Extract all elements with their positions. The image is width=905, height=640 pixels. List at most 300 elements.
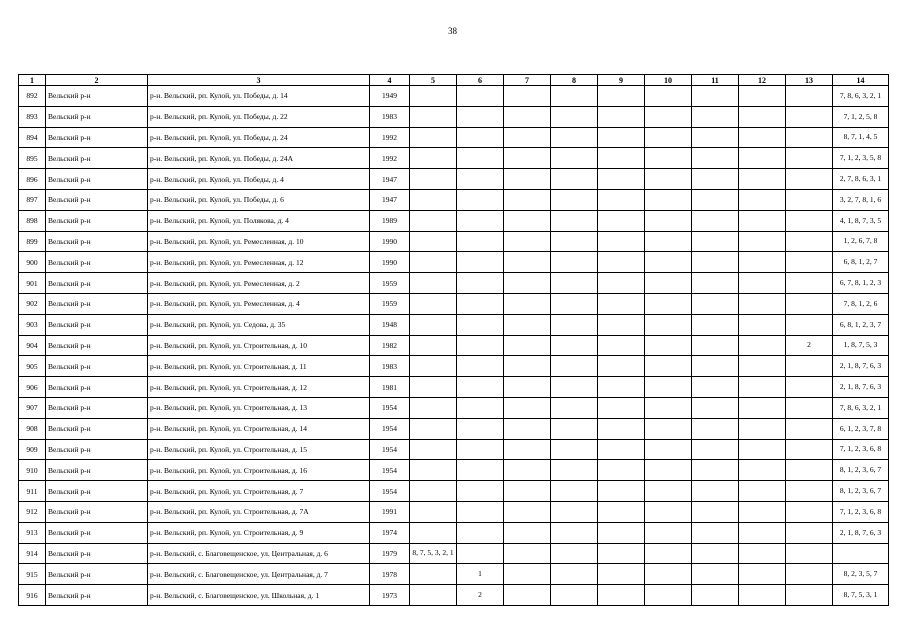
year-cell: 1954 xyxy=(370,439,410,460)
column-header: 5 xyxy=(410,75,457,86)
col10-cell xyxy=(645,210,692,231)
col12-cell xyxy=(739,543,786,564)
col12-cell xyxy=(739,314,786,335)
col6-cell xyxy=(457,501,504,522)
table-row xyxy=(19,564,889,585)
col5-cell xyxy=(410,356,457,377)
col13-cell xyxy=(786,231,833,252)
district-cell: Вельский р-н xyxy=(46,127,148,148)
col14-cell: 2, 1, 8, 7, 6, 3 xyxy=(833,522,889,543)
col5-cell xyxy=(410,460,457,481)
col14-cell: 7, 8, 6, 3, 2, 1 xyxy=(833,86,889,107)
year-cell: 1959 xyxy=(370,273,410,294)
row-number-cell: 912 xyxy=(19,501,46,522)
col9-cell xyxy=(598,169,645,190)
col12-cell xyxy=(739,293,786,314)
col10-cell xyxy=(645,293,692,314)
table-row xyxy=(19,501,889,522)
row-number-cell: 907 xyxy=(19,397,46,418)
col5-cell xyxy=(410,585,457,606)
table-row xyxy=(19,169,889,190)
table-row xyxy=(19,522,889,543)
col12-cell xyxy=(739,585,786,606)
table-row xyxy=(19,418,889,439)
col13-cell xyxy=(786,377,833,398)
col6-cell xyxy=(457,460,504,481)
district-cell: Вельский р-н xyxy=(46,169,148,190)
col9-cell xyxy=(598,231,645,252)
district-cell: Вельский р-н xyxy=(46,148,148,169)
district-cell: Вельский р-н xyxy=(46,210,148,231)
page-number: 38 xyxy=(448,26,457,36)
col12-cell xyxy=(739,335,786,356)
col5-cell xyxy=(410,501,457,522)
district-cell: Вельский р-н xyxy=(46,335,148,356)
row-number-cell: 901 xyxy=(19,273,46,294)
header-row xyxy=(19,75,889,86)
col5-cell xyxy=(410,418,457,439)
col8-cell xyxy=(551,127,598,148)
col13-cell xyxy=(786,210,833,231)
address-cell: р-н. Вельский, рп. Кулой, ул. Строительная, д. 12 xyxy=(148,377,370,398)
col8-cell xyxy=(551,522,598,543)
district-cell: Вельский р-н xyxy=(46,501,148,522)
col9-cell xyxy=(598,252,645,273)
col5-cell xyxy=(410,86,457,107)
col6-cell xyxy=(457,86,504,107)
col6-cell xyxy=(457,148,504,169)
col11-cell xyxy=(692,481,739,502)
district-cell: Вельский р-н xyxy=(46,106,148,127)
col8-cell xyxy=(551,356,598,377)
district-cell: Вельский р-н xyxy=(46,252,148,273)
col10-cell xyxy=(645,252,692,273)
row-number-cell: 902 xyxy=(19,293,46,314)
col9-cell xyxy=(598,106,645,127)
col14-cell: 7, 1, 2, 5, 8 xyxy=(833,106,889,127)
col8-cell xyxy=(551,106,598,127)
col9-cell xyxy=(598,210,645,231)
table-body xyxy=(19,86,889,606)
col12-cell xyxy=(739,418,786,439)
row-number-cell: 913 xyxy=(19,522,46,543)
col9-cell xyxy=(598,127,645,148)
col7-cell xyxy=(504,397,551,418)
col8-cell xyxy=(551,169,598,190)
col13-cell xyxy=(786,127,833,148)
table-row xyxy=(19,86,889,107)
year-cell: 1947 xyxy=(370,189,410,210)
col14-cell: 6, 8, 1, 2, 7 xyxy=(833,252,889,273)
col12-cell xyxy=(739,210,786,231)
col14-cell: 1, 8, 7, 5, 3 xyxy=(833,335,889,356)
col12-cell xyxy=(739,86,786,107)
col9-cell xyxy=(598,418,645,439)
col5-cell xyxy=(410,252,457,273)
district-cell: Вельский р-н xyxy=(46,564,148,585)
col5-cell xyxy=(410,397,457,418)
col7-cell xyxy=(504,564,551,585)
column-header: 14 xyxy=(833,75,889,86)
column-header: 9 xyxy=(598,75,645,86)
year-cell: 1954 xyxy=(370,460,410,481)
col10-cell xyxy=(645,314,692,335)
col9-cell xyxy=(598,293,645,314)
col7-cell xyxy=(504,585,551,606)
col9-cell xyxy=(598,377,645,398)
col14-cell xyxy=(833,543,889,564)
column-header: 12 xyxy=(739,75,786,86)
col10-cell xyxy=(645,418,692,439)
row-number-cell: 900 xyxy=(19,252,46,273)
col7-cell xyxy=(504,189,551,210)
col13-cell xyxy=(786,169,833,190)
district-cell: Вельский р-н xyxy=(46,522,148,543)
district-cell: Вельский р-н xyxy=(46,377,148,398)
col8-cell xyxy=(551,210,598,231)
col13-cell xyxy=(786,460,833,481)
col5-cell xyxy=(410,522,457,543)
row-number-cell: 898 xyxy=(19,210,46,231)
col9-cell xyxy=(598,314,645,335)
col7-cell xyxy=(504,169,551,190)
row-number-cell: 893 xyxy=(19,106,46,127)
district-cell: Вельский р-н xyxy=(46,481,148,502)
table-row xyxy=(19,377,889,398)
col14-cell: 3, 2, 7, 8, 1, 6 xyxy=(833,189,889,210)
address-cell: р-н. Вельский, рп. Кулой, ул. Строительная, д. 10 xyxy=(148,335,370,356)
col7-cell xyxy=(504,148,551,169)
col12-cell xyxy=(739,189,786,210)
district-cell: Вельский р-н xyxy=(46,293,148,314)
col9-cell xyxy=(598,356,645,377)
col13-cell xyxy=(786,522,833,543)
district-cell: Вельский р-н xyxy=(46,231,148,252)
col5-cell xyxy=(410,273,457,294)
col13-cell xyxy=(786,189,833,210)
col5-cell xyxy=(410,293,457,314)
col8-cell xyxy=(551,481,598,502)
col6-cell xyxy=(457,106,504,127)
col8-cell xyxy=(551,293,598,314)
col14-cell: 2, 1, 8, 7, 6, 3 xyxy=(833,377,889,398)
year-cell: 1947 xyxy=(370,169,410,190)
address-cell: р-н. Вельский, с. Благовещенское, ул. Центральная, д. 7 xyxy=(148,564,370,585)
row-number-cell: 916 xyxy=(19,585,46,606)
col7-cell xyxy=(504,273,551,294)
col8-cell xyxy=(551,585,598,606)
col9-cell xyxy=(598,397,645,418)
col10-cell xyxy=(645,377,692,398)
col10-cell xyxy=(645,106,692,127)
col12-cell xyxy=(739,397,786,418)
column-header: 1 xyxy=(19,75,46,86)
col5-cell xyxy=(410,169,457,190)
col8-cell xyxy=(551,564,598,585)
year-cell: 1954 xyxy=(370,481,410,502)
col6-cell xyxy=(457,439,504,460)
col8-cell xyxy=(551,189,598,210)
col13-cell xyxy=(786,356,833,377)
col10-cell xyxy=(645,397,692,418)
year-cell: 1990 xyxy=(370,231,410,252)
col14-cell: 8, 7, 1, 4, 5 xyxy=(833,127,889,148)
year-cell: 1983 xyxy=(370,106,410,127)
address-cell: р-н. Вельский, рп. Кулой, ул. Строительная, д. 14 xyxy=(148,418,370,439)
col10-cell xyxy=(645,231,692,252)
row-number-cell: 914 xyxy=(19,543,46,564)
year-cell: 1979 xyxy=(370,543,410,564)
col9-cell xyxy=(598,86,645,107)
col13-cell xyxy=(786,543,833,564)
col7-cell xyxy=(504,106,551,127)
district-cell: Вельский р-н xyxy=(46,86,148,107)
col5-cell xyxy=(410,189,457,210)
col9-cell xyxy=(598,439,645,460)
column-header: 13 xyxy=(786,75,833,86)
col8-cell xyxy=(551,314,598,335)
column-header: 4 xyxy=(370,75,410,86)
col11-cell xyxy=(692,543,739,564)
col9-cell xyxy=(598,335,645,356)
col10-cell xyxy=(645,522,692,543)
col5-cell xyxy=(410,314,457,335)
row-number-cell: 906 xyxy=(19,377,46,398)
table-row xyxy=(19,189,889,210)
col8-cell xyxy=(551,335,598,356)
col11-cell xyxy=(692,314,739,335)
col13-cell xyxy=(786,148,833,169)
col6-cell xyxy=(457,522,504,543)
year-cell: 1949 xyxy=(370,86,410,107)
col13-cell xyxy=(786,501,833,522)
address-cell: р-н. Вельский, рп. Кулой, ул. Полякова, д. 4 xyxy=(148,210,370,231)
col11-cell xyxy=(692,127,739,148)
col11-cell xyxy=(692,189,739,210)
col12-cell xyxy=(739,439,786,460)
row-number-cell: 892 xyxy=(19,86,46,107)
year-cell: 1959 xyxy=(370,293,410,314)
col7-cell xyxy=(504,377,551,398)
table-row xyxy=(19,397,889,418)
col14-cell: 8, 1, 2, 3, 6, 7 xyxy=(833,460,889,481)
col7-cell xyxy=(504,460,551,481)
year-cell: 1978 xyxy=(370,564,410,585)
year-cell: 1954 xyxy=(370,418,410,439)
col12-cell xyxy=(739,460,786,481)
row-number-cell: 909 xyxy=(19,439,46,460)
address-cell: р-н. Вельский, рп. Кулой, ул. Строительная, д. 7А xyxy=(148,501,370,522)
col9-cell xyxy=(598,148,645,169)
address-cell: р-н. Вельский, рп. Кулой, ул. Строительная, д. 7 xyxy=(148,481,370,502)
col13-cell xyxy=(786,397,833,418)
address-cell: р-н. Вельский, рп. Кулой, ул. Победы, д. 22 xyxy=(148,106,370,127)
col6-cell xyxy=(457,252,504,273)
col7-cell xyxy=(504,356,551,377)
col14-cell: 8, 7, 5, 3, 1 xyxy=(833,585,889,606)
col6-cell xyxy=(457,169,504,190)
col11-cell xyxy=(692,210,739,231)
col10-cell xyxy=(645,356,692,377)
col6-cell xyxy=(457,335,504,356)
col13-cell xyxy=(786,585,833,606)
col8-cell xyxy=(551,231,598,252)
col6-cell xyxy=(457,314,504,335)
col11-cell xyxy=(692,501,739,522)
table-row xyxy=(19,127,889,148)
col9-cell xyxy=(598,189,645,210)
col5-cell xyxy=(410,148,457,169)
col12-cell xyxy=(739,252,786,273)
col8-cell xyxy=(551,273,598,294)
col14-cell: 6, 1, 2, 3, 7, 8 xyxy=(833,418,889,439)
col13-cell xyxy=(786,273,833,294)
year-cell: 1973 xyxy=(370,585,410,606)
address-cell: р-н. Вельский, рп. Кулой, ул. Строительная, д. 15 xyxy=(148,439,370,460)
col9-cell xyxy=(598,543,645,564)
col13-cell xyxy=(786,564,833,585)
col11-cell xyxy=(692,293,739,314)
table-row xyxy=(19,543,889,564)
col11-cell xyxy=(692,460,739,481)
col10-cell xyxy=(645,439,692,460)
col5-cell xyxy=(410,335,457,356)
address-cell: р-н. Вельский, рп. Кулой, ул. Седова, д. 35 xyxy=(148,314,370,335)
col7-cell xyxy=(504,86,551,107)
row-number-cell: 910 xyxy=(19,460,46,481)
district-cell: Вельский р-н xyxy=(46,418,148,439)
col6-cell xyxy=(457,397,504,418)
district-cell: Вельский р-н xyxy=(46,439,148,460)
col14-cell: 8, 1, 2, 3, 6, 7 xyxy=(833,481,889,502)
address-cell: р-н. Вельский, рп. Кулой, ул. Ремесленная, д. 2 xyxy=(148,273,370,294)
table-row xyxy=(19,148,889,169)
col13-cell xyxy=(786,314,833,335)
year-cell: 1990 xyxy=(370,252,410,273)
col9-cell xyxy=(598,585,645,606)
col7-cell xyxy=(504,543,551,564)
col11-cell xyxy=(692,522,739,543)
col6-cell xyxy=(457,356,504,377)
col13-cell xyxy=(786,418,833,439)
col7-cell xyxy=(504,293,551,314)
col9-cell xyxy=(598,481,645,502)
table-row xyxy=(19,314,889,335)
col8-cell xyxy=(551,460,598,481)
col13-cell xyxy=(786,106,833,127)
col8-cell xyxy=(551,252,598,273)
column-header: 3 xyxy=(148,75,370,86)
col7-cell xyxy=(504,252,551,273)
col11-cell xyxy=(692,397,739,418)
district-cell: Вельский р-н xyxy=(46,543,148,564)
column-header: 2 xyxy=(46,75,148,86)
col8-cell xyxy=(551,439,598,460)
row-number-cell: 895 xyxy=(19,148,46,169)
year-cell: 1954 xyxy=(370,397,410,418)
col12-cell xyxy=(739,564,786,585)
col8-cell xyxy=(551,418,598,439)
table-row xyxy=(19,273,889,294)
col12-cell xyxy=(739,356,786,377)
year-cell: 1992 xyxy=(370,148,410,169)
col5-cell xyxy=(410,439,457,460)
col11-cell xyxy=(692,148,739,169)
col14-cell: 7, 8, 1, 2, 6 xyxy=(833,293,889,314)
col11-cell xyxy=(692,169,739,190)
district-cell: Вельский р-н xyxy=(46,189,148,210)
district-cell: Вельский р-н xyxy=(46,585,148,606)
col6-cell xyxy=(457,293,504,314)
col12-cell xyxy=(739,377,786,398)
row-number-cell: 905 xyxy=(19,356,46,377)
address-cell: р-н. Вельский, рп. Кулой, ул. Строительная, д. 16 xyxy=(148,460,370,481)
col10-cell xyxy=(645,460,692,481)
col8-cell xyxy=(551,397,598,418)
col12-cell xyxy=(739,106,786,127)
col12-cell xyxy=(739,501,786,522)
col7-cell xyxy=(504,210,551,231)
col11-cell xyxy=(692,418,739,439)
column-header: 6 xyxy=(457,75,504,86)
col6-cell xyxy=(457,189,504,210)
col12-cell xyxy=(739,273,786,294)
col14-cell: 2, 7, 8, 6, 3, 1 xyxy=(833,169,889,190)
col8-cell xyxy=(551,543,598,564)
year-cell: 1982 xyxy=(370,335,410,356)
col9-cell xyxy=(598,522,645,543)
col10-cell xyxy=(645,169,692,190)
col14-cell: 6, 8, 1, 2, 3, 7 xyxy=(833,314,889,335)
col11-cell xyxy=(692,252,739,273)
col11-cell xyxy=(692,585,739,606)
row-number-cell: 894 xyxy=(19,127,46,148)
table-row xyxy=(19,439,889,460)
table-row xyxy=(19,231,889,252)
col10-cell xyxy=(645,189,692,210)
col5-cell xyxy=(410,127,457,148)
table-row xyxy=(19,481,889,502)
col13-cell xyxy=(786,293,833,314)
col14-cell: 2, 1, 8, 7, 6, 3 xyxy=(833,356,889,377)
col6-cell xyxy=(457,377,504,398)
col13-cell xyxy=(786,252,833,273)
col14-cell: 4, 1, 8, 7, 3, 5 xyxy=(833,210,889,231)
col14-cell: 7, 1, 2, 3, 6, 8 xyxy=(833,501,889,522)
col10-cell xyxy=(645,148,692,169)
col14-cell: 7, 1, 2, 3, 6, 8 xyxy=(833,439,889,460)
col7-cell xyxy=(504,481,551,502)
row-number-cell: 897 xyxy=(19,189,46,210)
col13-cell xyxy=(786,439,833,460)
col7-cell xyxy=(504,314,551,335)
col14-cell: 1, 2, 6, 7, 8 xyxy=(833,231,889,252)
district-cell: Вельский р-н xyxy=(46,397,148,418)
col8-cell xyxy=(551,86,598,107)
col14-cell: 7, 1, 2, 3, 5, 8 xyxy=(833,148,889,169)
col14-cell: 8, 2, 3, 5, 7 xyxy=(833,564,889,585)
col10-cell xyxy=(645,585,692,606)
address-cell: р-н. Вельский, рп. Кулой, ул. Ремесленная, д. 10 xyxy=(148,231,370,252)
col11-cell xyxy=(692,231,739,252)
address-cell: р-н. Вельский, рп. Кулой, ул. Ремесленная, д. 12 xyxy=(148,252,370,273)
year-cell: 1992 xyxy=(370,127,410,148)
col7-cell xyxy=(504,522,551,543)
col6-cell xyxy=(457,210,504,231)
col10-cell xyxy=(645,86,692,107)
col6-cell xyxy=(457,543,504,564)
address-cell: р-н. Вельский, рп. Кулой, ул. Строительная, д. 13 xyxy=(148,397,370,418)
